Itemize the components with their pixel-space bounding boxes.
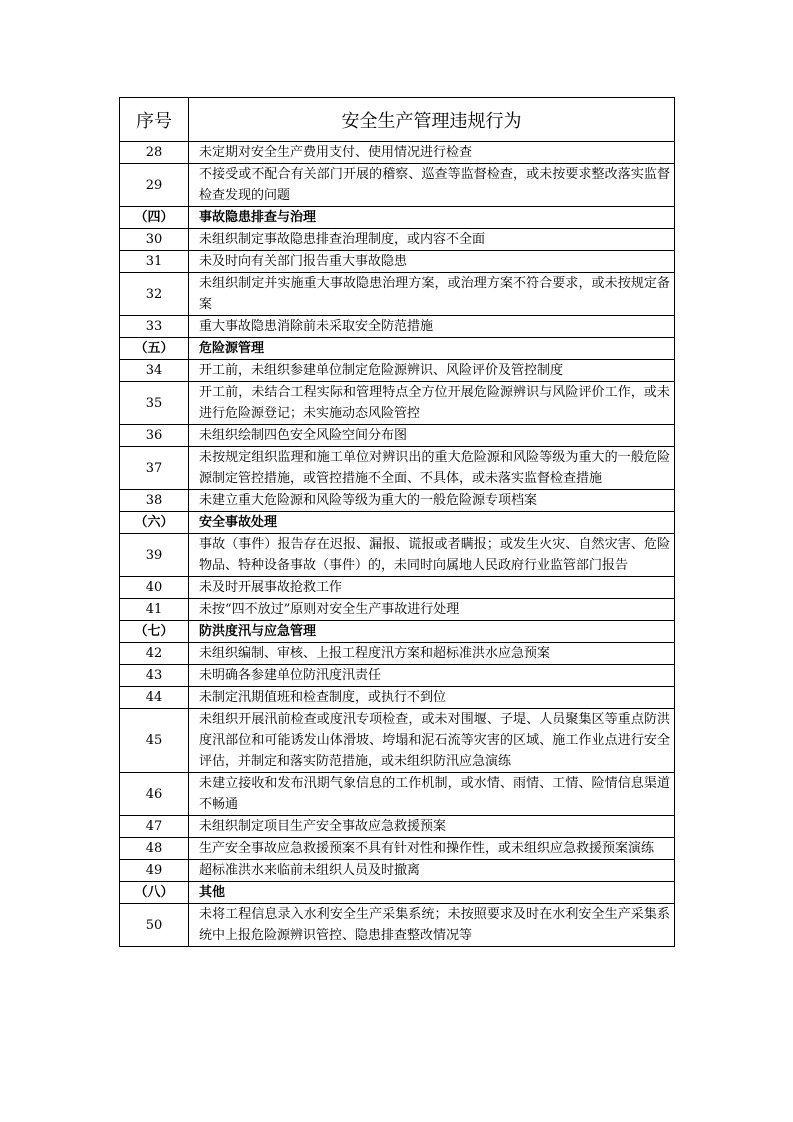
violation-text: 未组织绘制四色安全风险空间分布图 — [189, 425, 675, 447]
table-row — [120, 316, 675, 338]
violation-text: 未组织制定事故隐患排查治理制度，或内容不全面 — [189, 229, 675, 251]
table-row — [120, 534, 675, 577]
section-number: （七） — [120, 621, 189, 643]
row-number: 44 — [120, 687, 189, 709]
violation-text: 未及时开展事故抢救工作 — [189, 577, 675, 599]
section-number: （八） — [120, 882, 189, 904]
violation-text: 未建立接收和发布汛期气象信息的工作机制，或水情、雨情、工情、险情信息渠道不畅通 — [189, 773, 675, 816]
violations-table — [119, 97, 675, 947]
row-number: 43 — [120, 665, 189, 687]
violation-text: 未定期对安全生产费用支付、使用情况进行检查 — [189, 142, 675, 164]
table-row — [120, 838, 675, 860]
table-row — [120, 599, 675, 621]
table-row — [120, 577, 675, 599]
table-row — [120, 360, 675, 382]
violation-text: 未组织制定并实施重大事故隐患治理方案，或治理方案不符合要求，或未按规定备案 — [189, 273, 675, 316]
violation-text: 未组织编制、审核、上报工程度汛方案和超标准洪水应急预案 — [189, 643, 675, 665]
row-number: 47 — [120, 816, 189, 838]
table-row — [120, 142, 675, 164]
table-row — [120, 773, 675, 816]
section-row — [120, 882, 675, 904]
table-row — [120, 447, 675, 490]
table-body — [120, 142, 675, 947]
table-row — [120, 425, 675, 447]
section-title: 防洪度汛与应急管理 — [189, 621, 675, 643]
violation-text: 超标准洪水来临前未组织人员及时撤离 — [189, 860, 675, 882]
table-row — [120, 273, 675, 316]
section-row — [120, 512, 675, 534]
violation-text: 事故（事件）报告存在迟报、漏报、谎报或者瞒报；或发生火灾、自然灾害、危险物品、特种设备事故（事件）的，未同时向属地人民政府行业监管部门报告 — [189, 534, 675, 577]
row-number: 49 — [120, 860, 189, 882]
row-number: 29 — [120, 164, 189, 207]
violation-text: 开工前，未组织参建单位制定危险源辨识、风险评价及管控制度 — [189, 360, 675, 382]
row-number: 42 — [120, 643, 189, 665]
header-violation: 安全生产管理违规行为 — [189, 98, 675, 142]
section-number: （五） — [120, 338, 189, 360]
row-number: 39 — [120, 534, 189, 577]
table-row — [120, 229, 675, 251]
row-number: 34 — [120, 360, 189, 382]
section-row — [120, 621, 675, 643]
table-row — [120, 904, 675, 947]
header-serial-number: 序号 — [120, 98, 189, 142]
section-title: 危险源管理 — [189, 338, 675, 360]
table-row — [120, 665, 675, 687]
table-row — [120, 251, 675, 273]
violation-text: 未按规定组织监理和施工单位对辨识出的重大危险源和风险等级为重大的一般危险源制定管控措施，或管控措施不全面、不具体，或未落实监督检查措施 — [189, 447, 675, 490]
table-row — [120, 709, 675, 773]
table-row — [120, 643, 675, 665]
row-number: 50 — [120, 904, 189, 947]
violation-text: 未组织制定项目生产安全事故应急救援预案 — [189, 816, 675, 838]
row-number: 35 — [120, 382, 189, 425]
violation-text: 未制定汛期值班和检查制度，或执行不到位 — [189, 687, 675, 709]
row-number: 33 — [120, 316, 189, 338]
row-number: 37 — [120, 447, 189, 490]
row-number: 38 — [120, 490, 189, 512]
violation-text: 未及时向有关部门报告重大事故隐患 — [189, 251, 675, 273]
section-title: 其他 — [189, 882, 675, 904]
row-number: 46 — [120, 773, 189, 816]
section-row — [120, 338, 675, 360]
section-number: （六） — [120, 512, 189, 534]
violation-text: 不接受或不配合有关部门开展的稽察、巡查等监督检查，或未按要求整改落实监督检查发现的问题 — [189, 164, 675, 207]
table-header-row — [120, 98, 675, 142]
row-number: 48 — [120, 838, 189, 860]
row-number: 31 — [120, 251, 189, 273]
table-row — [120, 382, 675, 425]
violation-text: 未明确各参建单位防汛度汛责任 — [189, 665, 675, 687]
row-number: 36 — [120, 425, 189, 447]
violation-text: 重大事故隐患消除前未采取安全防范措施 — [189, 316, 675, 338]
row-number: 40 — [120, 577, 189, 599]
section-number: （四） — [120, 207, 189, 229]
row-number: 30 — [120, 229, 189, 251]
violation-text: 开工前，未结合工程实际和管理特点全方位开展危险源辨识与风险评价工作，或未进行危险源登记；未实施动态风险管控 — [189, 382, 675, 425]
section-row — [120, 207, 675, 229]
violation-text: 未组织开展汛前检查或度汛专项检查，或未对围堰、子堤、人员聚集区等重点防洪度汛部位和可能诱发山体滑坡、垮塌和泥石流等灾害的区域、施工作业点进行安全评估，并制定和落实防范措施，或未组织防汛应急演练 — [189, 709, 675, 773]
section-title: 事故隐患排查与治理 — [189, 207, 675, 229]
table-row — [120, 687, 675, 709]
table-row — [120, 816, 675, 838]
table-row — [120, 490, 675, 512]
violation-text: 生产安全事故应急救援预案不具有针对性和操作性，或未组织应急救援预案演练 — [189, 838, 675, 860]
violation-text: 未建立重大危险源和风险等级为重大的一般危险源专项档案 — [189, 490, 675, 512]
table-row — [120, 860, 675, 882]
row-number: 28 — [120, 142, 189, 164]
row-number: 41 — [120, 599, 189, 621]
row-number: 45 — [120, 709, 189, 773]
row-number: 32 — [120, 273, 189, 316]
violation-text: 未按“四不放过”原则对安全生产事故进行处理 — [189, 599, 675, 621]
table-row — [120, 164, 675, 207]
section-title: 安全事故处理 — [189, 512, 675, 534]
violation-text: 未将工程信息录入水利安全生产采集系统；未按照要求及时在水利安全生产采集系统中上报危险源辨识管控、隐患排查整改情况等 — [189, 904, 675, 947]
